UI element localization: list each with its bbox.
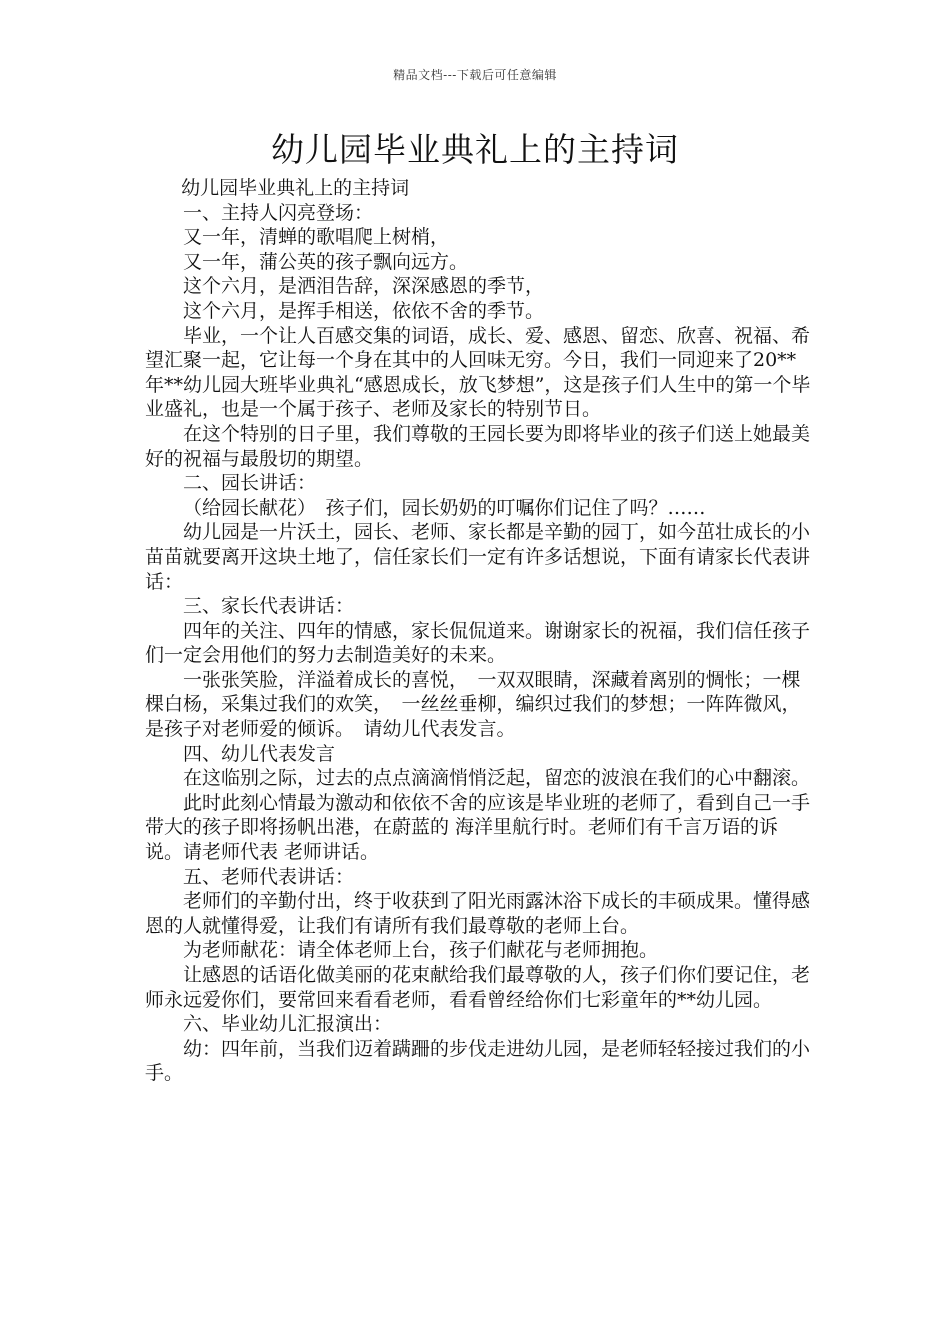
section-heading: 二、园长讲话： xyxy=(183,472,317,495)
section-heading: 一、主持人闪亮登场： xyxy=(183,201,374,224)
body-paragraph: 为老师献花：请全体老师上台，孩子们献花与老师拥抱。 xyxy=(183,939,659,962)
body-paragraph: 又一年，蒲公英的孩子飘向远方。 xyxy=(183,250,469,273)
body-paragraph: 在这个特别的日子里，我们尊敬的王园长要为即将毕业的孩子们送上她最美好的祝福与最殷切的期望。 xyxy=(145,422,811,470)
document-title: 幼儿园毕业典礼上的主持词 xyxy=(271,130,679,169)
document-body xyxy=(145,176,813,1086)
body-paragraph: 毕业，一个让人百感交集的词语，成长、爱、感恩、留恋、欣喜、祝福、希望汇聚一起，它让每一个身在其中的人回味无穷。今日，我们一同迎来了20**年**幼儿园大班毕业典礼“感恩成长，放飞梦想”，这是孩子们人生中的第一个毕业盛礼，也是一个属于孩子、老师及家长的特别节日。 xyxy=(145,324,811,421)
body-paragraph: 幼：四年前，当我们迈着蹒跚的步伐走进幼儿园，是老师轻轻接过我们的小手。 xyxy=(145,1037,811,1085)
body-paragraph: 幼儿园毕业典礼上的主持词 xyxy=(181,177,410,199)
body-paragraph: 在这临别之际，过去的点点滴滴悄悄泛起，留恋的波浪在我们的心中翻滚。 xyxy=(183,767,811,790)
section-heading: 五、老师代表讲话： xyxy=(183,865,355,888)
section-heading: 三、家长代表讲话： xyxy=(183,595,355,618)
body-paragraph: 此时此刻心情最为激动和依依不舍的应该是毕业班的老师了，看到自己一手带大的孩子即将扬帆出港，在蔚蓝的 海洋里航行时。老师们有千言万语的诉说。请老师代表 老师讲话。 xyxy=(145,791,811,864)
body-paragraph: 这个六月，是挥手相送，依依不舍的季节。 xyxy=(183,299,545,322)
body-paragraph: （给园长献花） 孩子们，园长奶奶的叮嘱你们记住了吗？…… xyxy=(183,496,706,519)
body-paragraph: 老师们的辛勤付出，终于收获到了阳光雨露沐浴下成长的丰硕成果。懂得感恩的人就懂得爱，让我们有请所有我们最尊敬的老师上台。 xyxy=(145,890,811,937)
body-paragraph: 幼儿园是一片沃土，园长、老师、家长都是辛勤的园丁，如今茁壮成长的小苗苗就要离开这块土地了，信任家长们一定有许多话想说，下面有请家长代表讲话： xyxy=(145,521,811,593)
body-paragraph: 四年的关注、四年的情感，家长侃侃道来。谢谢家长的祝福，我们信任孩子们一定会用他们的努力去制造美好的未来。 xyxy=(145,619,811,667)
body-paragraph: 让感恩的话语化做美丽的花束献给我们最尊敬的人，孩子们你们要记住，老师永远爱你们，要常回来看看老师，看看曾经给你们七彩童年的**幼儿园。 xyxy=(145,964,811,1011)
page-header-note: 精品文档---下载后可任意编辑 xyxy=(393,68,557,82)
body-paragraph: 这个六月，是洒泪告辞，深深感恩的季节， xyxy=(183,275,545,298)
body-paragraph: 一张张笑脸，洋溢着成长的喜悦， 一双双眼睛，深藏着离别的惆怅；一棵棵白杨，采集过我们的欢笑， 一丝丝垂柳，编织过我们的梦想；一阵阵微风，是孩子对老师爱的倾诉。 请幼儿代表发言。 xyxy=(145,668,801,741)
section-heading: 六、毕业幼儿汇报演出： xyxy=(183,1013,393,1036)
section-heading: 四、幼儿代表发言 xyxy=(183,742,336,765)
body-paragraph: 又一年，清蝉的歌唱爬上树梢， xyxy=(183,226,450,249)
